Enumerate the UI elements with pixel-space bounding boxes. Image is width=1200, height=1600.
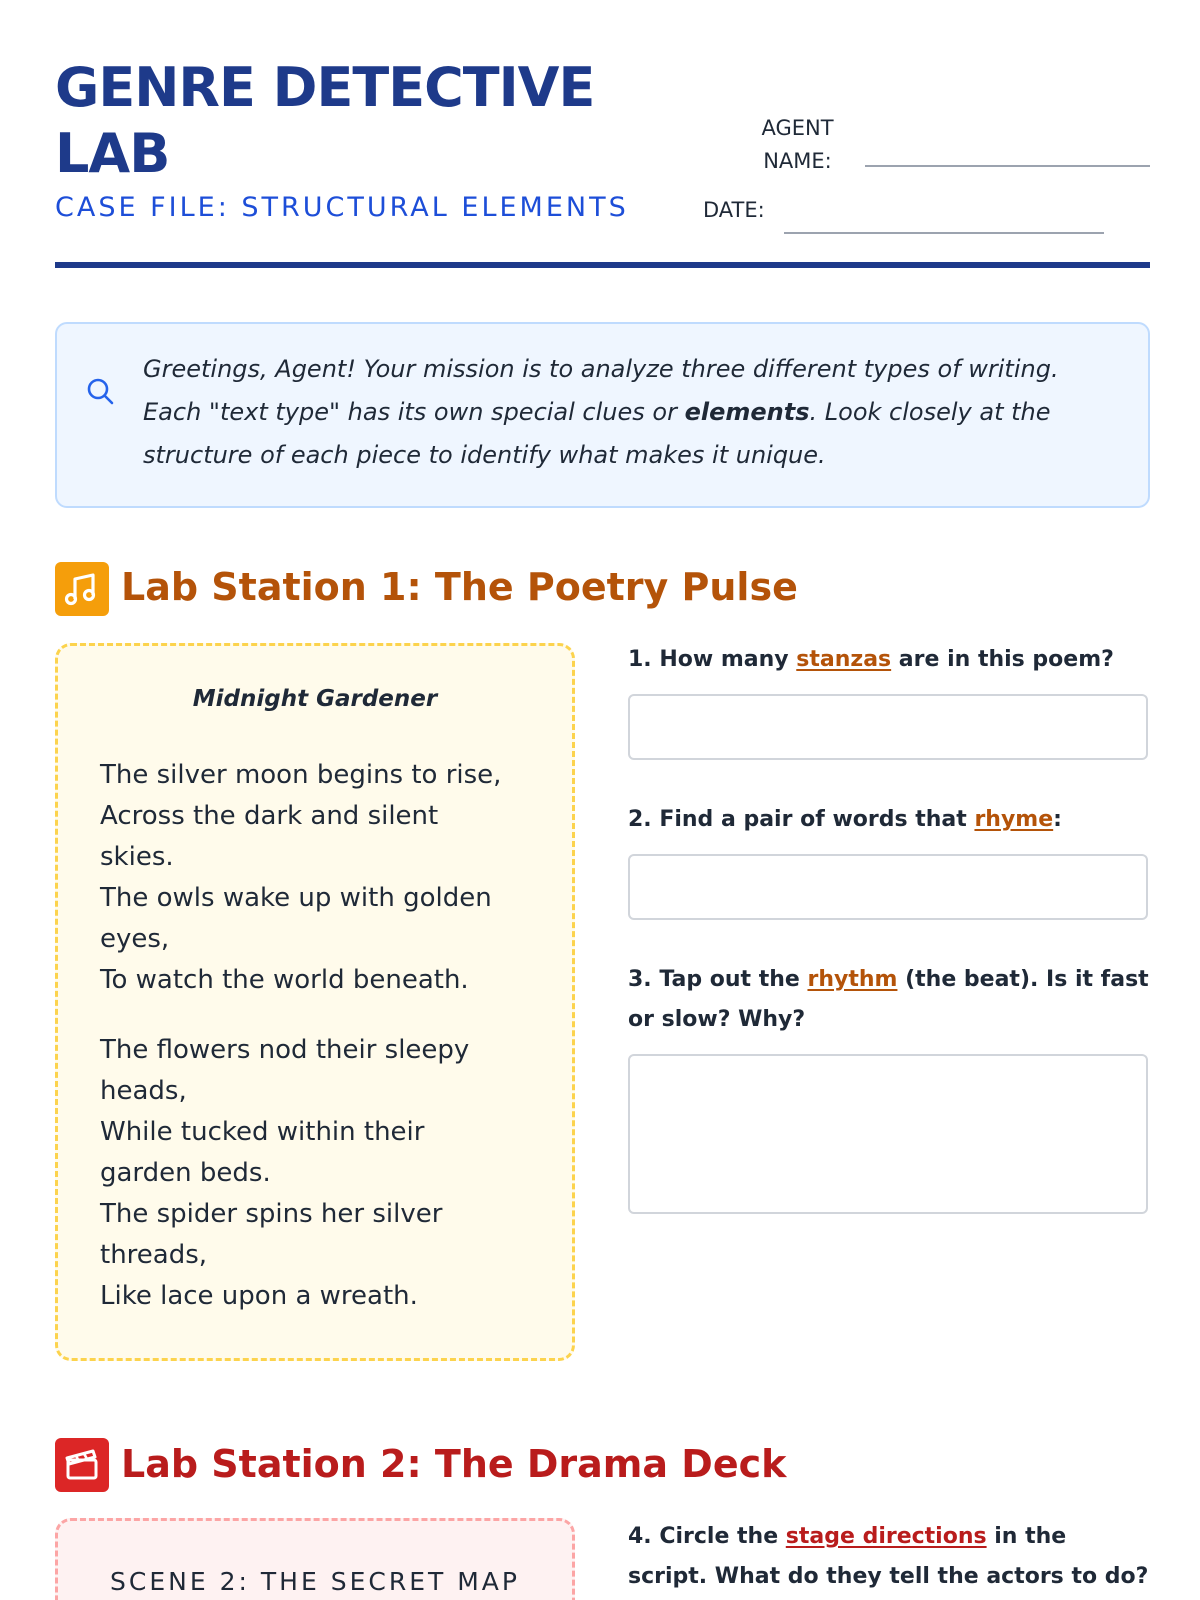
poem-line: To watch the world beneath. xyxy=(100,965,469,995)
question-3 xyxy=(628,960,1153,1040)
poem-line: garden beds. xyxy=(100,1158,271,1188)
keyword-stanzas: stanzas xyxy=(796,647,892,672)
poem-line: threads, xyxy=(100,1240,208,1270)
agent-label-line-2: NAME: xyxy=(763,149,832,173)
page-title xyxy=(55,55,695,187)
intro-bold-word: elements xyxy=(684,398,810,426)
poem-stanza-2 xyxy=(100,1030,540,1317)
drama-card xyxy=(55,1518,575,1600)
agent-name-field[interactable] xyxy=(865,165,1150,167)
date-field[interactable] xyxy=(784,232,1104,234)
intro-callout xyxy=(55,322,1150,508)
music-note-icon xyxy=(55,562,109,616)
question-1-text: 1. How many xyxy=(628,647,797,672)
station-1-title: Lab Station 1: The Poetry Pulse xyxy=(121,565,798,609)
scene-title: SCENE 2: THE SECRET MAP xyxy=(110,1567,520,1596)
keyword-stage-directions: stage directions xyxy=(785,1524,987,1549)
station-2-title: Lab Station 2: The Drama Deck xyxy=(121,1442,787,1486)
intro-text-part-2: . Look closely at the structure of each piece to identify what makes it unique. xyxy=(143,398,1051,469)
question-1 xyxy=(628,640,1153,680)
title-line-1: GENRE DETECTIVE xyxy=(55,56,595,119)
question-4-text: 4. Circle the xyxy=(628,1524,786,1549)
poem-line: skies. xyxy=(100,842,174,872)
intro-text-part-1: Greetings, Agent! Your mission is to analyze three different types of writing. Each "text type" has its own special clues or xyxy=(143,355,1059,426)
keyword-rhythm: rhythm xyxy=(807,967,898,992)
answer-box-1[interactable] xyxy=(628,694,1148,760)
poem-line: eyes, xyxy=(100,924,170,954)
question-4-text-end: in the script. What do they tell the actors to do? xyxy=(628,1524,1149,1589)
question-1-text-end: are in this poem? xyxy=(891,647,1114,672)
agent-name-label xyxy=(745,112,850,178)
question-3-text-end: (the beat). Is it fast or slow? Why? xyxy=(628,967,1149,1032)
poem-line: Across the dark and silent xyxy=(100,801,439,831)
page-subtitle: CASE FILE: STRUCTURAL ELEMENTS xyxy=(55,192,629,223)
poem-line: While tucked within their xyxy=(100,1117,425,1147)
question-2 xyxy=(628,800,1153,840)
poem-line: The owls wake up with golden xyxy=(100,883,492,913)
question-4 xyxy=(628,1517,1153,1597)
intro-text xyxy=(143,348,1118,477)
search-icon xyxy=(85,376,117,408)
question-2-text-end: : xyxy=(1053,807,1062,832)
poem-line: The silver moon begins to rise, xyxy=(100,760,502,790)
poem-line: The flowers nod their sleepy xyxy=(100,1035,470,1065)
poem-line: heads, xyxy=(100,1076,187,1106)
poem-stanza-1 xyxy=(100,755,540,1001)
answer-box-2[interactable] xyxy=(628,854,1148,920)
poem-title: Midnight Gardener xyxy=(192,686,438,712)
poem-line: The spider spins her silver xyxy=(100,1199,443,1229)
agent-label-line-1: AGENT xyxy=(761,116,834,140)
poem-card xyxy=(55,643,575,1361)
question-3-text: 3. Tap out the xyxy=(628,967,808,992)
clapperboard-icon xyxy=(55,1438,109,1492)
header-divider xyxy=(55,262,1150,268)
title-line-2: LAB xyxy=(55,122,170,185)
answer-box-3[interactable] xyxy=(628,1054,1148,1214)
question-2-text: 2. Find a pair of words that xyxy=(628,807,975,832)
poem-line: Like lace upon a wreath. xyxy=(100,1281,418,1311)
keyword-rhyme: rhyme xyxy=(974,807,1054,832)
date-label: DATE: xyxy=(703,198,765,222)
